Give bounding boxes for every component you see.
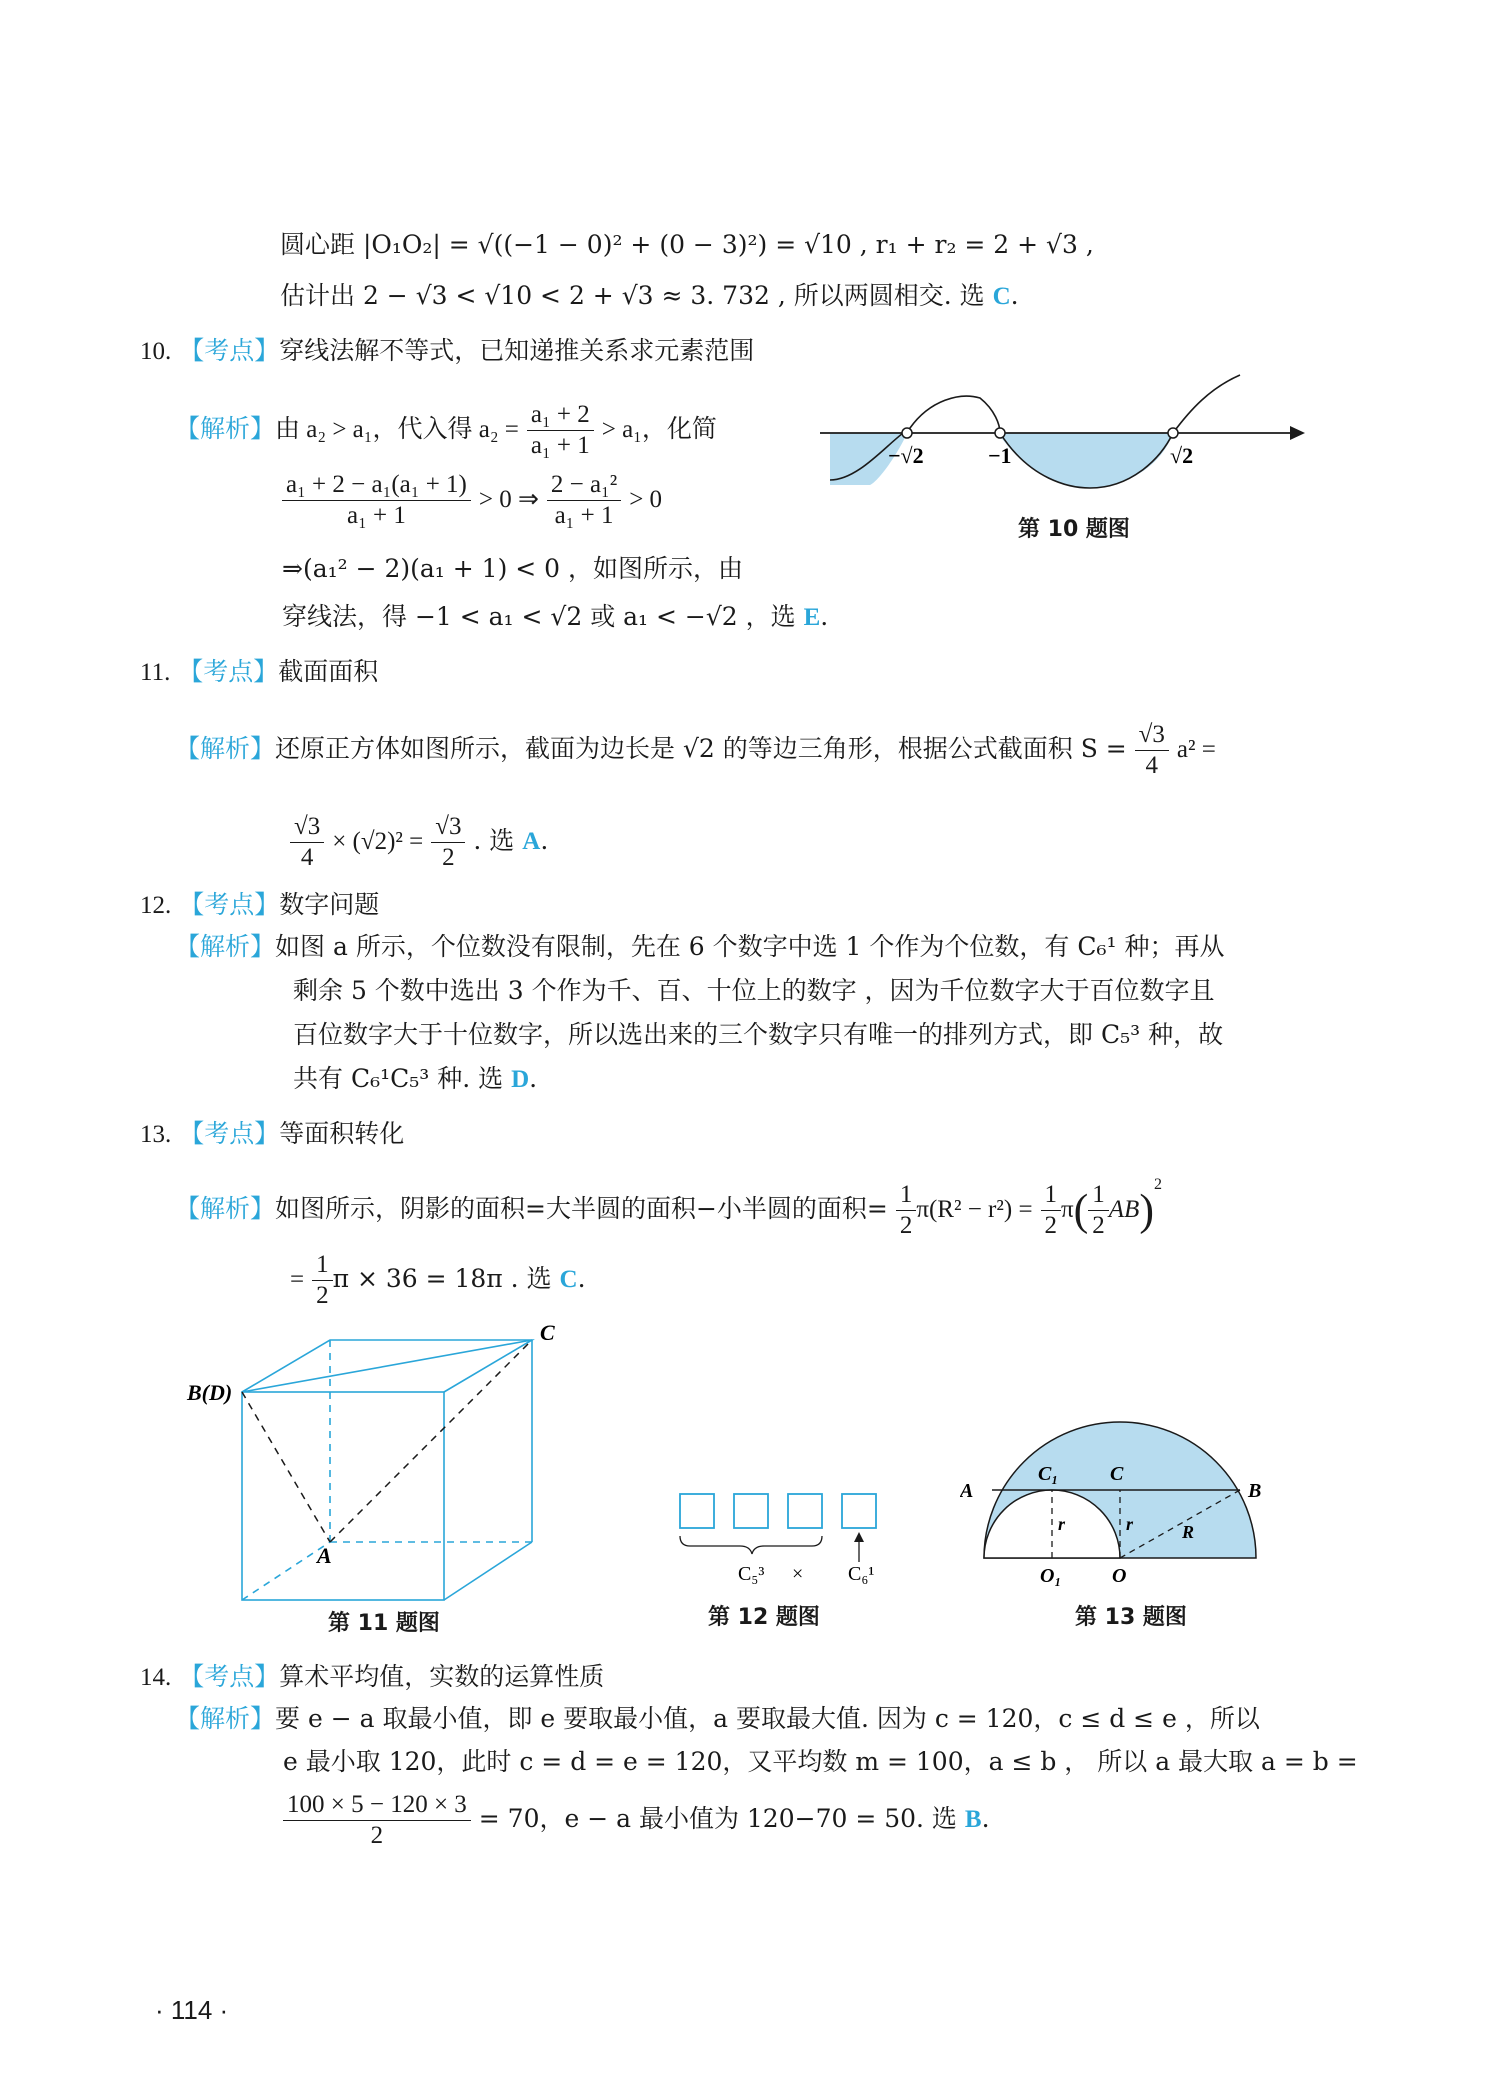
- q10-kaodian: 穿线法解不等式，已知递推关系求元素范围: [279, 336, 755, 365]
- q10-line2end: > 0: [629, 486, 663, 513]
- q9-line1: 圆心距 |O₁O₂| = √((−1 − 0)² + (0 − 3)²) = √10 , r₁ + r₂ = 2 + √3 ,: [280, 230, 1094, 259]
- q11-jiexi-line1: [175, 720, 1216, 781]
- q14-frac: [283, 1790, 471, 1851]
- q14-header: [140, 1660, 604, 1695]
- q10-frac1-top: a₁ + 2: [527, 400, 594, 431]
- q10-frac1: [527, 400, 594, 461]
- q13-frac2-bot: 2: [1044, 1212, 1057, 1239]
- fig10-point-sqrt2: [1168, 428, 1178, 438]
- q12-kaodian-tag: 【考点】: [179, 890, 280, 919]
- q14-line2: e 最小取 120，此时 c = d = e = 120，又平均数 m = 100，a ≤ b ， 所以 a 最大取 a = b =: [283, 1747, 1358, 1776]
- fig11-front-face: [242, 1392, 444, 1600]
- q13-line2b: π × 36 = 18π . 选: [332, 1264, 560, 1293]
- q13-line1d: AB: [1108, 1196, 1140, 1223]
- q10-dot: .: [820, 602, 829, 631]
- q13-number: 13.: [140, 1121, 172, 1148]
- fig13-label-r1: r: [1058, 1514, 1066, 1534]
- fig11-label-B: B(D): [187, 1380, 233, 1405]
- q11-frac3-top: √3: [431, 812, 465, 843]
- q14-jiexi-line1: [175, 1702, 1260, 1736]
- fig12-box-tens: [788, 1494, 822, 1528]
- q11-number: 11.: [140, 659, 171, 686]
- fig12-label-times: ×: [792, 1563, 804, 1585]
- q9-answer: C: [992, 283, 1011, 310]
- q12-jiexi-line1: [175, 930, 1224, 964]
- q10-line4-text: 穿线法，得 −1 < a₁ < √2 或 a₁ < −√2 ，选: [282, 602, 804, 631]
- q10-line4: [282, 600, 828, 635]
- q12-line3: 百位数字大于十位数字，所以选出来的三个数字只有唯一的排列方式，即 C₅³ 种，故: [293, 1020, 1224, 1049]
- q11-jiexi-tag: 【解析】: [175, 734, 276, 763]
- q11-frac2: [290, 812, 324, 873]
- fig13-label-A: A: [960, 1480, 974, 1502]
- q11-line1: 还原正方体如图所示，截面为边长是 √2 的等边三角形，根据公式截面积 S =: [275, 734, 1127, 763]
- q11-frac1-bot: 4: [1145, 752, 1159, 779]
- q11-header: [140, 655, 378, 690]
- fig12-box-hundreds: [734, 1494, 768, 1528]
- q12-line2: 剩余 5 个数中选出 3 个作为千、百、十位上的数字 ，因为千位数字大于百位数字且: [293, 976, 1215, 1005]
- q11-dot: .: [540, 826, 549, 855]
- fig12-label-c53: C₅³: [738, 1563, 765, 1585]
- q12-line4-text: 共有 C₆¹C₅³ 种. 选: [293, 1064, 512, 1093]
- q13-frac3: [1088, 1180, 1109, 1241]
- q10-jiexi-line1: [175, 400, 717, 461]
- q10-kaodian-tag: 【考点】: [179, 336, 280, 365]
- q11-frac2-bot: 4: [300, 844, 314, 871]
- fig11-section-BA: [242, 1392, 330, 1542]
- q13-frac1-top: 1: [896, 1180, 917, 1211]
- q14-dot: .: [981, 1804, 990, 1833]
- q12-kaodian: 数字问题: [279, 890, 380, 919]
- fig13-caption: 第 13 题图: [1075, 1605, 1187, 1630]
- q10-frac2-bot: a₁ + 1: [346, 502, 406, 529]
- q12-header: [140, 888, 379, 923]
- q14-frac-top: 100 × 5 − 120 × 3: [283, 1790, 471, 1821]
- q11-line1end: a² =: [1176, 736, 1216, 763]
- q10-frac3-bot: a₁ + 1: [554, 502, 614, 529]
- q13-line1c: π: [1061, 1196, 1074, 1223]
- q11-answer: A: [522, 828, 541, 855]
- q10-frac2-top: a₁ + 2 − a₁(a₁ + 1): [282, 470, 471, 501]
- q11-frac3-bot: 2: [442, 844, 455, 871]
- q10-frac1-bot: a₁ + 1: [530, 432, 590, 459]
- fig10-axis-arrow: [1290, 426, 1305, 440]
- fig13-label-C: C: [1110, 1463, 1124, 1485]
- q11-frac1: [1135, 720, 1169, 781]
- q10-frac3: [547, 470, 621, 531]
- q10-line1b: > a₁，化简: [601, 416, 717, 443]
- q13-paren-close: ): [1139, 1185, 1154, 1235]
- q9-line2: [280, 279, 1019, 314]
- fig11-cube: [185, 1320, 565, 1620]
- q12-line1: 如图 a 所示，个位数没有限制，先在 6 个数字中选 1 个作为个位数，有 C₆¹ 种；再从: [275, 932, 1225, 961]
- fig10-shade-mid: [998, 433, 1173, 488]
- q12-number: 12.: [140, 892, 172, 919]
- q13-frac1: [896, 1180, 917, 1241]
- q11-frac3: [431, 812, 465, 873]
- q10-number: 10.: [140, 338, 172, 365]
- q11-frac1-top: √3: [1135, 720, 1169, 751]
- fig10-label-mid: −1: [988, 443, 1012, 468]
- q11-frac2-top: √3: [290, 812, 324, 843]
- q13-frac4-top: 1: [312, 1250, 333, 1281]
- fig13-label-C1: C₁: [1038, 1463, 1059, 1485]
- q13-dot: .: [577, 1264, 586, 1293]
- fig12-label-c61: C₆¹: [848, 1563, 875, 1585]
- q13-square: 2: [1153, 1176, 1162, 1193]
- q10-jiexi-tag: 【解析】: [175, 414, 276, 443]
- q13-jiexi-line1: [175, 1168, 1162, 1241]
- q13-answer: C: [559, 1266, 578, 1293]
- q10-line3: ⇒(a₁² − 2)(a₁ + 1) < 0 ，如图所示，由: [282, 554, 744, 583]
- q14-jiexi-tag: 【解析】: [175, 1704, 276, 1733]
- q13-paren-open: (: [1073, 1185, 1089, 1235]
- fig12-arrow-head: [854, 1532, 864, 1542]
- q11-line2mid: × (√2)² =: [332, 828, 424, 855]
- fig10-label-right: √2: [1170, 443, 1194, 468]
- q10-line2: [282, 470, 662, 531]
- q14-line3: [283, 1790, 990, 1851]
- q13-line1b: π(R² − r²) =: [916, 1196, 1033, 1223]
- q13-jiexi-tag: 【解析】: [175, 1194, 276, 1223]
- fig12-box-ones: [842, 1494, 876, 1528]
- q13-line2: [290, 1250, 586, 1311]
- q12-line4: [293, 1062, 537, 1097]
- q14-frac-bot: 2: [370, 1822, 384, 1849]
- fig13-label-R: R: [1182, 1522, 1195, 1542]
- fig10-caption: 第 10 题图: [1018, 517, 1130, 542]
- fig11-bottom-right-edge: [444, 1542, 532, 1600]
- q14-line3-text: = 70，e − a 最小值为 120−70 = 50. 选: [478, 1804, 965, 1833]
- q10-line2mid: > 0 ⇒: [478, 486, 539, 513]
- q12-answer: D: [511, 1066, 530, 1093]
- q13-frac3-top: 1: [1088, 1180, 1109, 1211]
- fig12-caption: 第 12 题图: [708, 1605, 820, 1630]
- q14-kaodian: 算术平均值，实数的运算性质: [279, 1662, 605, 1691]
- fig12-digit-boxes: [670, 1480, 900, 1590]
- fig10-point-neg-sqrt2: [902, 428, 912, 438]
- q10-answer: E: [803, 604, 821, 631]
- fig13-label-B: B: [1248, 1480, 1262, 1502]
- q9-dot: .: [1010, 281, 1019, 310]
- q9-line2-text: 估计出 2 − √3 < √10 < 2 + √3 ≈ 3. 732 , 所以两圆相交. 选: [280, 281, 993, 310]
- q13-frac1-bot: 2: [899, 1212, 913, 1239]
- q13-frac4: [312, 1250, 333, 1311]
- q10-frac2: [282, 470, 471, 531]
- page-number: · 114 ·: [155, 1995, 229, 2025]
- q13-frac3-bot: 2: [1092, 1212, 1105, 1239]
- q14-line1: 要 e − a 取最小值，即 e 要取最小值，a 要取最大值. 因为 c = 120，c ≤ d ≤ e ，所以: [275, 1704, 1260, 1733]
- fig10-point-neg1: [995, 428, 1005, 438]
- fig13-label-O: O: [1112, 1565, 1127, 1587]
- fig11-label-C: C: [540, 1320, 555, 1345]
- q13-line2a: =: [290, 1266, 305, 1293]
- q11-line2end: . 选: [473, 826, 523, 855]
- q10-header: [140, 334, 754, 369]
- fig12-box-thousands: [680, 1494, 714, 1528]
- q12-dot: .: [529, 1064, 538, 1093]
- fig10-label-left: −√2: [888, 443, 924, 468]
- q13-frac2: [1041, 1180, 1062, 1241]
- q13-line1a: 如图所示，阴影的面积=大半圆的面积−小半圆的面积=: [275, 1194, 888, 1223]
- q14-answer: B: [964, 1806, 982, 1833]
- fig13-label-O1: O₁: [1040, 1565, 1062, 1587]
- q11-line2: [290, 812, 548, 873]
- fig11-caption: 第 11 题图: [328, 1611, 440, 1636]
- q13-kaodian: 等面积转化: [279, 1119, 405, 1148]
- q11-kaodian: 截面面积: [278, 657, 379, 686]
- q13-frac4-bot: 2: [316, 1282, 329, 1309]
- q13-frac2-top: 1: [1041, 1180, 1062, 1211]
- q12-jiexi-tag: 【解析】: [175, 932, 276, 961]
- fig12-brace: [680, 1536, 822, 1554]
- q14-kaodian-tag: 【考点】: [179, 1662, 280, 1691]
- q13-header: [140, 1117, 404, 1152]
- fig13-label-r2: r: [1126, 1514, 1134, 1534]
- q10-frac3-top: 2 − a₁²: [547, 470, 621, 501]
- q13-kaodian-tag: 【考点】: [179, 1119, 280, 1148]
- fig11-label-A: A: [317, 1543, 332, 1568]
- q10-line1a: 由 a₂ > a₁，代入得 a₂ =: [275, 416, 519, 443]
- q11-kaodian-tag: 【考点】: [178, 657, 279, 686]
- fig13-semicircles: [960, 1380, 1280, 1590]
- q14-number: 14.: [140, 1664, 172, 1691]
